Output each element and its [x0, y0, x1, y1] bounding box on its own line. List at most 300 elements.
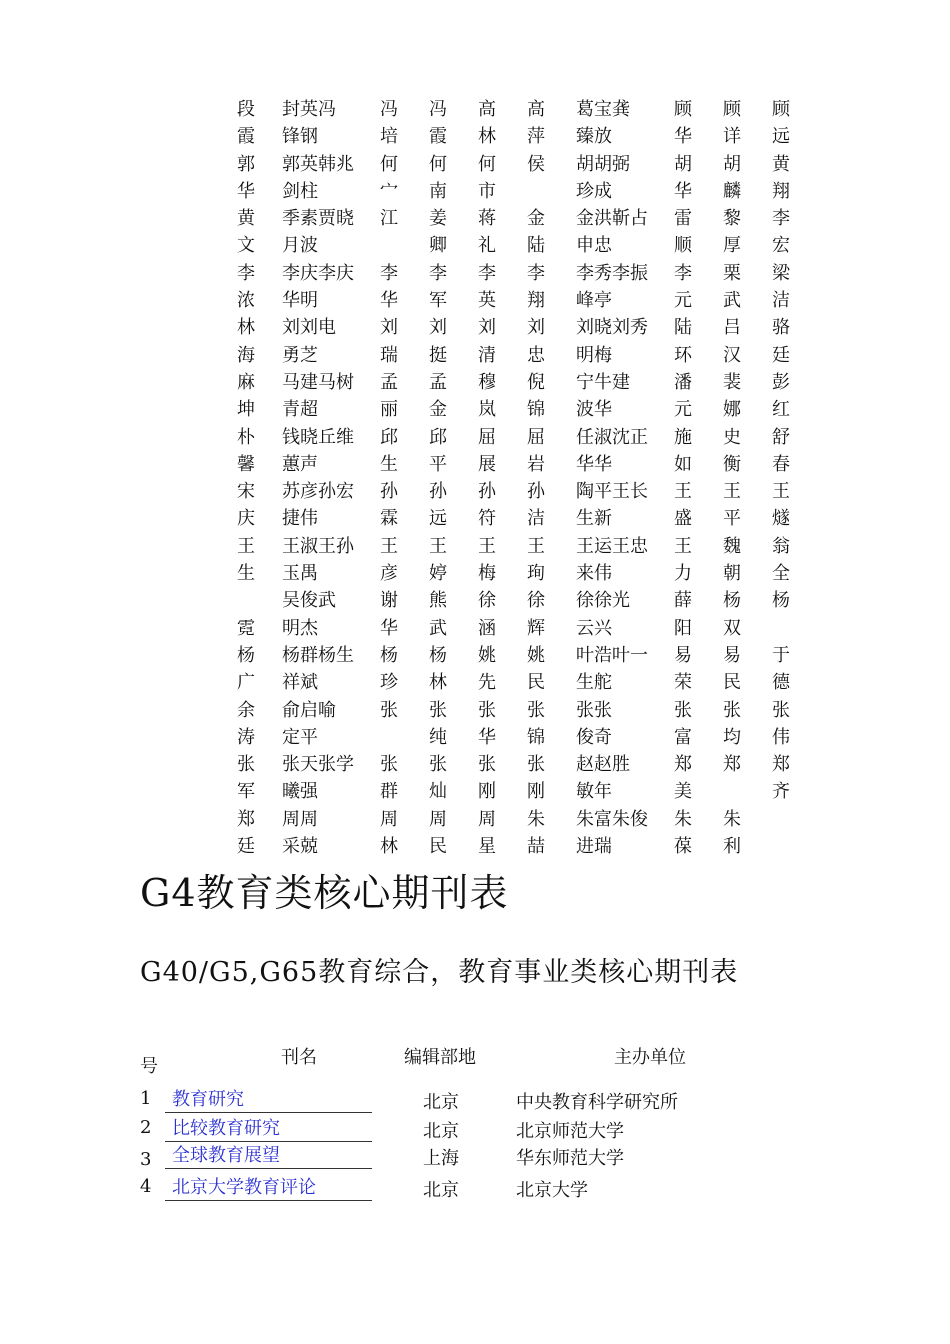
name-cell: 段 — [237, 99, 255, 120]
name-cell: 薛 — [674, 590, 692, 612]
name-cell: 力 — [674, 563, 692, 585]
row-number: 3 — [140, 1149, 152, 1170]
name-cell: 屈 — [478, 426, 496, 448]
name-cell: 青超 — [282, 399, 318, 421]
name-cell: 顾 — [674, 99, 692, 120]
name-cell: 梁 — [772, 262, 790, 284]
name-cell: 王 — [723, 481, 741, 503]
name-cell — [237, 587, 255, 614]
name-cell: 宁牛建 — [576, 371, 630, 393]
name-cell: 明杰 — [282, 617, 318, 639]
name-column-6 — [527, 96, 545, 860]
name-cell: 任淑沈正 — [576, 426, 648, 448]
name-cell: 婷 — [429, 563, 447, 585]
name-cell: 顾 — [723, 99, 741, 120]
name-cell: 郭 — [237, 153, 255, 175]
name-cell: 徐 — [527, 590, 545, 612]
name-cell: 葆 — [674, 836, 692, 858]
name-cell: 顺 — [674, 235, 692, 257]
name-cell: 高 — [478, 99, 496, 120]
name-cell: 史 — [723, 426, 741, 448]
row-sponsor: 华东师范大学 — [516, 1148, 624, 1169]
name-column-5 — [478, 96, 496, 860]
row-location: 北京 — [423, 1180, 459, 1201]
name-cell: 张 — [380, 754, 398, 776]
name-cell — [723, 778, 741, 805]
name-cell: 张 — [478, 699, 496, 721]
name-cell: 张 — [527, 699, 545, 721]
journal-title-link[interactable]: 北京大学教育评论 — [165, 1176, 372, 1201]
name-cell: 华 — [380, 290, 398, 312]
name-cell: 远 — [772, 126, 790, 148]
name-column-4 — [429, 96, 447, 860]
name-cell: 瑞 — [380, 344, 398, 366]
sub-heading: G40/G5,G65教育综合，教育事业类核心期刊表 — [140, 957, 739, 988]
name-cell: 宋 — [237, 481, 255, 503]
name-cell: 生 — [380, 453, 398, 475]
name-cell: 张 — [429, 699, 447, 721]
name-cell: 廷 — [237, 836, 255, 858]
name-cell: 李庆李庆 — [282, 262, 354, 284]
name-cell: 翁 — [772, 535, 790, 557]
name-cell — [380, 232, 398, 259]
name-cell: 平 — [429, 453, 447, 475]
name-cell: 申忠 — [576, 235, 612, 257]
name-cell: 侯 — [527, 153, 545, 175]
name-cell: 挺 — [429, 344, 447, 366]
name-cell: 生舵 — [576, 672, 612, 694]
row-location: 北京 — [423, 1121, 459, 1142]
name-cell: 李 — [772, 208, 790, 230]
name-cell: 陆 — [527, 235, 545, 257]
name-cell: 华 — [380, 617, 398, 639]
name-cell: 徐 — [478, 590, 496, 612]
header-number: 号 — [140, 1056, 158, 1077]
name-cell: 王 — [674, 535, 692, 557]
name-cell: 朱 — [723, 808, 741, 830]
name-cell: 珣 — [527, 563, 545, 585]
name-cell: 霞 — [237, 126, 255, 148]
name-cell: 谢 — [380, 590, 398, 612]
name-cell: 骆 — [772, 317, 790, 339]
name-cell: 玉禺 — [282, 563, 318, 585]
name-cell: 详 — [723, 126, 741, 148]
name-cell: 云兴 — [576, 617, 612, 639]
name-cell: 清 — [478, 344, 496, 366]
name-cell: 华 — [478, 726, 496, 748]
name-cell: 刘 — [527, 317, 545, 339]
name-cell: 敏年 — [576, 781, 612, 803]
name-cell: 刘 — [429, 317, 447, 339]
name-cell: 富 — [674, 726, 692, 748]
name-cell: 灿 — [429, 781, 447, 803]
name-cell: 刘 — [380, 317, 398, 339]
name-cell: 刘晓刘秀 — [576, 317, 648, 339]
name-cell — [772, 833, 790, 860]
name-cell: 马建马树 — [282, 371, 354, 393]
name-cell: 王 — [429, 535, 447, 557]
name-cell: 英 — [478, 290, 496, 312]
name-cell: 钱晓丘维 — [282, 426, 354, 448]
name-cell: 齐 — [772, 781, 790, 803]
name-cell: 郑 — [772, 754, 790, 776]
table-row — [0, 1176, 950, 1206]
name-cell: 远 — [429, 508, 447, 530]
name-cell: 锦 — [527, 399, 545, 421]
name-cell: 勇芝 — [282, 344, 318, 366]
name-cell: 杨 — [429, 644, 447, 666]
name-cell: 吕 — [723, 317, 741, 339]
name-cell: 进瑞 — [576, 836, 612, 858]
name-cell: 江 — [380, 208, 398, 230]
name-column-1 — [237, 96, 255, 860]
name-cell: 穆 — [478, 371, 496, 393]
name-cell: 双 — [723, 617, 741, 639]
name-cell: 捷伟 — [282, 508, 318, 530]
name-cell: 定平 — [282, 726, 318, 748]
name-cell: 涛 — [237, 726, 255, 748]
name-cell: 翔 — [772, 180, 790, 202]
name-cell: 如 — [674, 453, 692, 475]
name-cell: 倪 — [527, 371, 545, 393]
name-cell: 孟 — [429, 371, 447, 393]
name-cell: 邱 — [429, 426, 447, 448]
name-cell: 军 — [237, 781, 255, 803]
name-cell: 杨群杨生 — [282, 644, 354, 666]
name-cell: 王淑王孙 — [282, 535, 354, 557]
name-cell: 刚 — [478, 781, 496, 803]
name-cell: 孙 — [527, 481, 545, 503]
journal-title-link[interactable]: 全球教育展望 — [165, 1144, 372, 1169]
name-cell: 霓 — [237, 617, 255, 639]
row-location: 北京 — [423, 1092, 459, 1113]
name-cell: 朱 — [527, 808, 545, 830]
name-cell: 张 — [380, 699, 398, 721]
name-cell: 廷 — [772, 344, 790, 366]
name-cell: 阳 — [674, 617, 692, 639]
name-cell: 李 — [429, 262, 447, 284]
name-cell: 波华 — [576, 399, 612, 421]
name-cell: 华明 — [282, 290, 318, 312]
name-cell: 伟 — [772, 726, 790, 748]
name-cell: 余 — [237, 699, 255, 721]
name-cell: 李 — [380, 262, 398, 284]
name-cell: 王 — [380, 535, 398, 557]
name-cell: 霞 — [429, 126, 447, 148]
name-cell: 张 — [674, 699, 692, 721]
name-cell: 忠 — [527, 344, 545, 366]
name-cell: 王 — [674, 481, 692, 503]
name-cell: 燧 — [772, 508, 790, 530]
name-cell: 文 — [237, 235, 255, 257]
name-cell: 何 — [380, 153, 398, 175]
name-cell: 珍成 — [576, 180, 612, 202]
name-cell: 祥斌 — [282, 672, 318, 694]
name-cell: 孙 — [478, 481, 496, 503]
name-cell: 何 — [429, 153, 447, 175]
name-cell: 纯 — [429, 726, 447, 748]
name-cell: 于 — [772, 644, 790, 666]
name-cell: 李 — [478, 262, 496, 284]
name-cell: 施 — [674, 426, 692, 448]
name-cell: 胡 — [723, 153, 741, 175]
name-cell: 岚 — [478, 399, 496, 421]
name-cell: 南 — [429, 180, 447, 202]
name-cell: 王 — [527, 535, 545, 557]
name-cell: 李秀李振 — [576, 262, 648, 284]
name-cell: 梅 — [478, 563, 496, 585]
name-cell: 刘 — [478, 317, 496, 339]
name-cell: 武 — [723, 290, 741, 312]
row-sponsor: 北京大学 — [516, 1180, 588, 1201]
name-cell: 周 — [429, 808, 447, 830]
name-cell: 郑 — [674, 754, 692, 776]
row-location: 上海 — [423, 1148, 459, 1169]
name-cell: 珍 — [380, 672, 398, 694]
name-cell: 林 — [429, 672, 447, 694]
name-cell: 张天张学 — [282, 754, 354, 776]
name-cell: 邱 — [380, 426, 398, 448]
name-cell: 王 — [478, 535, 496, 557]
name-cell: 郑 — [723, 754, 741, 776]
name-cell: 林 — [237, 317, 255, 339]
name-cell: 展 — [478, 453, 496, 475]
name-cell: 星 — [478, 836, 496, 858]
name-cell: 周 — [478, 808, 496, 830]
table-row — [0, 1088, 950, 1118]
name-column-9 — [723, 96, 741, 860]
name-cell: 娜 — [723, 399, 741, 421]
name-cell: 春 — [772, 453, 790, 475]
name-cell: 叶浩叶一 — [576, 644, 648, 666]
name-cell: 王 — [237, 535, 255, 557]
name-cell: 全 — [772, 563, 790, 585]
name-column-7 — [576, 96, 648, 860]
name-cell: 栗 — [723, 262, 741, 284]
name-cell: 民 — [429, 836, 447, 858]
name-cell: 盛 — [674, 508, 692, 530]
name-cell: 麻 — [237, 371, 255, 393]
name-cell: 元 — [674, 399, 692, 421]
name-cell: 雷 — [674, 208, 692, 230]
name-cell: 岩 — [527, 453, 545, 475]
name-cell: 武 — [429, 617, 447, 639]
name-cell: 朱 — [674, 808, 692, 830]
name-cell: 季素贾晓 — [282, 208, 354, 230]
name-cell: 高 — [527, 99, 545, 120]
row-number: 2 — [140, 1117, 152, 1138]
name-cell: 郑 — [237, 808, 255, 830]
name-cell: 熊 — [429, 590, 447, 612]
name-cell: 辉 — [527, 617, 545, 639]
name-cell: 先 — [478, 672, 496, 694]
name-cell: 黄 — [237, 208, 255, 230]
name-cell: 臻放 — [576, 126, 612, 148]
name-cell: 礼 — [478, 235, 496, 257]
name-cell: 金 — [527, 208, 545, 230]
name-cell: 华 — [674, 126, 692, 148]
name-cell: 杨 — [380, 644, 398, 666]
row-sponsor: 中央教育科学研究所 — [516, 1092, 678, 1113]
name-cell: 苏彦孙宏 — [282, 481, 354, 503]
row-sponsor: 北京师范大学 — [516, 1121, 624, 1142]
name-cell: 坤 — [237, 399, 255, 421]
name-cell: 舒 — [772, 426, 790, 448]
name-cell: 刚 — [527, 781, 545, 803]
row-number: 1 — [140, 1088, 152, 1109]
name-cell: 广 — [237, 672, 255, 694]
name-cell: 金洪靳占 — [576, 208, 648, 230]
name-column-8 — [674, 96, 692, 860]
name-cell: 陆 — [674, 317, 692, 339]
main-heading: G4教育类核心期刊表 — [140, 871, 509, 915]
name-cell: 采兢 — [282, 836, 318, 858]
name-cell — [527, 178, 545, 205]
name-cell: 郭英韩兆 — [282, 153, 354, 175]
name-cell: 平 — [723, 508, 741, 530]
name-cell: 顾 — [772, 99, 790, 120]
name-cell: 锦 — [527, 726, 545, 748]
row-number: 4 — [140, 1176, 152, 1197]
name-cell: 宀 — [380, 180, 398, 202]
name-cell: 涵 — [478, 617, 496, 639]
name-cell: 翔 — [527, 290, 545, 312]
name-cell: 美 — [674, 781, 692, 803]
name-cell: 明梅 — [576, 344, 612, 366]
name-cell: 俞启喻 — [282, 699, 336, 721]
name-cell: 丽 — [380, 399, 398, 421]
name-cell: 陶平王长 — [576, 481, 648, 503]
name-cell: 蕙声 — [282, 453, 318, 475]
name-cell: 军 — [429, 290, 447, 312]
name-cell: 蒋 — [478, 208, 496, 230]
name-cell: 李 — [527, 262, 545, 284]
name-cell: 王运王忠 — [576, 535, 648, 557]
name-cell: 卿 — [429, 235, 447, 257]
name-cell: 峰亭 — [576, 290, 612, 312]
name-cell: 彭 — [772, 371, 790, 393]
name-cell: 吴俊武 — [282, 590, 336, 612]
name-cell: 姚 — [527, 644, 545, 666]
name-cell: 孙 — [380, 481, 398, 503]
name-cell: 魏 — [723, 535, 741, 557]
name-cell: 荣 — [674, 672, 692, 694]
name-cell: 华华 — [576, 453, 612, 475]
name-cell: 生新 — [576, 508, 612, 530]
name-cell: 张 — [429, 754, 447, 776]
table-row — [0, 1117, 950, 1147]
name-cell: 胡 — [674, 153, 692, 175]
name-cell: 屈 — [527, 426, 545, 448]
table-row — [0, 1144, 950, 1174]
name-cell: 孟 — [380, 371, 398, 393]
name-cell: 张 — [527, 754, 545, 776]
name-cell: 麟 — [723, 180, 741, 202]
name-cell: 冯 — [429, 99, 447, 120]
name-cell: 生 — [237, 563, 255, 585]
name-cell: 红 — [772, 399, 790, 421]
name-cell: 市 — [478, 180, 496, 202]
name-cell — [772, 806, 790, 833]
name-cell: 剑柱 — [282, 180, 318, 202]
name-cell: 李 — [237, 262, 255, 284]
name-cell: 赵赵胜 — [576, 754, 630, 776]
name-cell: 德 — [772, 672, 790, 694]
name-cell: 萍 — [527, 126, 545, 148]
name-cell: 喆 — [527, 836, 545, 858]
name-cell: 张 — [772, 699, 790, 721]
name-cell: 刘刘电 — [282, 317, 336, 339]
name-column-10 — [772, 96, 790, 860]
name-cell: 杨 — [723, 590, 741, 612]
name-cell — [380, 724, 398, 751]
name-cell: 李 — [674, 262, 692, 284]
name-cell: 培 — [380, 126, 398, 148]
name-cell: 周周 — [282, 808, 318, 830]
name-cell: 何 — [478, 153, 496, 175]
name-cell: 符 — [478, 508, 496, 530]
name-cell: 林 — [380, 836, 398, 858]
name-cell: 黄 — [772, 153, 790, 175]
name-cell: 月波 — [282, 235, 318, 257]
journal-title-link[interactable]: 教育研究 — [165, 1088, 372, 1113]
name-cell: 易 — [723, 644, 741, 666]
name-cell: 张 — [478, 754, 496, 776]
name-column-3 — [380, 96, 398, 860]
name-column-2 — [282, 96, 354, 860]
name-cell: 徐徐光 — [576, 590, 630, 612]
name-cell: 裴 — [723, 371, 741, 393]
name-cell: 孙 — [429, 481, 447, 503]
journal-title-link[interactable]: 比较教育研究 — [165, 1117, 372, 1142]
name-cell: 厚 — [723, 235, 741, 257]
name-cell: 馨 — [237, 453, 255, 475]
name-cell: 洁 — [527, 508, 545, 530]
name-cell: 朴 — [237, 426, 255, 448]
name-cell: 群 — [380, 781, 398, 803]
name-cell: 海 — [237, 344, 255, 366]
name-cell: 杨 — [772, 590, 790, 612]
name-cell: 胡胡弼 — [576, 153, 630, 175]
name-cell: 民 — [527, 672, 545, 694]
name-cell: 黎 — [723, 208, 741, 230]
name-cell — [772, 615, 790, 642]
name-cell: 姜 — [429, 208, 447, 230]
name-cell: 汉 — [723, 344, 741, 366]
header-sponsor: 主办单位 — [614, 1047, 686, 1068]
name-cell: 来伟 — [576, 563, 612, 585]
name-cell: 华 — [237, 180, 255, 202]
header-title: 刊名 — [281, 1047, 317, 1068]
name-cell: 元 — [674, 290, 692, 312]
name-cell: 庆 — [237, 508, 255, 530]
name-cell: 俊奇 — [576, 726, 612, 748]
name-cell: 宏 — [772, 235, 790, 257]
name-cell: 利 — [723, 836, 741, 858]
name-cell: 均 — [723, 726, 741, 748]
name-cell: 葛宝龚 — [576, 99, 630, 120]
name-cell: 张 — [723, 699, 741, 721]
header-location: 编辑部地 — [404, 1047, 476, 1068]
name-cell: 洁 — [772, 290, 790, 312]
name-cell: 金 — [429, 399, 447, 421]
name-cell: 锋钢 — [282, 126, 318, 148]
name-cell: 浓 — [237, 290, 255, 312]
name-cell: 朝 — [723, 563, 741, 585]
name-cell: 民 — [723, 672, 741, 694]
name-cell: 姚 — [478, 644, 496, 666]
name-cell: 曦强 — [282, 781, 318, 803]
